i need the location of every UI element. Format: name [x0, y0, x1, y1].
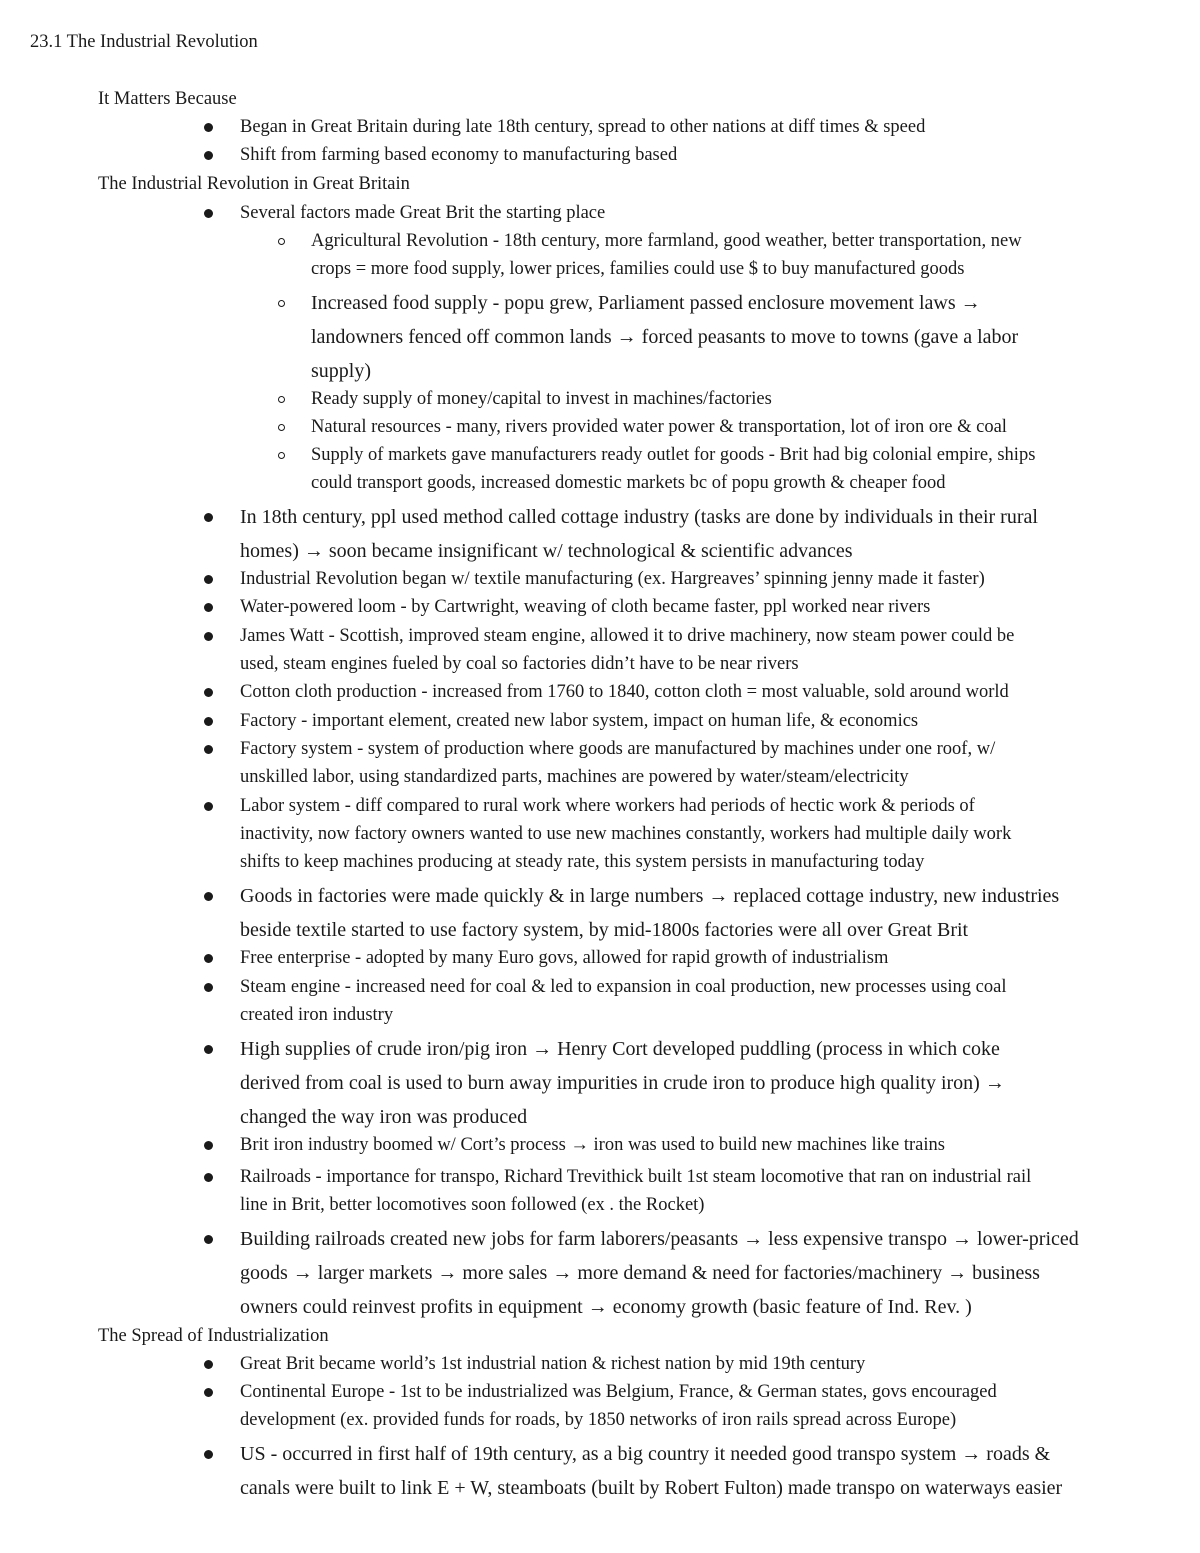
list-item-line: derived from coal is used to burn away impurities in crude iron to produce high quality iron) → — [240, 1072, 1005, 1094]
list-item-line: landowners fenced off common lands → forced peasants to move to towns (gave a labor — [311, 326, 1019, 348]
bullet-circle-icon — [278, 452, 285, 459]
section-heading: It Matters Because — [98, 89, 237, 109]
list-item-line: Began in Great Britain during late 18th century, spread to other nations at diff times & speed — [240, 117, 926, 137]
bullet-disc-icon — [204, 513, 213, 522]
list-item-line: Several factors made Great Brit the starting place — [240, 203, 606, 223]
list-item-line: used, steam engines fueled by coal so factories didn’t have to be near rivers — [240, 654, 799, 674]
list-item-line: canals were built to link E + W, steamboats (built by Robert Fulton) made transpo on waterways easier — [240, 1477, 1063, 1499]
bullet-disc-icon — [204, 1235, 213, 1244]
list-item-line: goods → larger markets → more sales → more demand & need for factories/machinery → business — [240, 1262, 1040, 1284]
bullet-disc-icon — [204, 575, 213, 584]
list-item-line: unskilled labor, using standardized parts, machines are powered by water/steam/electricity — [240, 767, 909, 787]
list-item-line: US - occurred in first half of 19th century, as a big country it needed good transpo system → roads & — [240, 1443, 1051, 1465]
list-item-line: In 18th century, ppl used method called cottage industry (tasks are done by individuals in their rural — [240, 506, 1038, 528]
list-item-line: Brit iron industry boomed w/ Cort’s process → iron was used to build new machines like trains — [240, 1135, 945, 1155]
list-item-line: Building railroads created new jobs for farm laborers/peasants → less expensive transpo → lower-priced — [240, 1228, 1079, 1250]
list-item-line: Steam engine - increased need for coal & led to expansion in coal production, new processes using coal — [240, 977, 1007, 997]
list-item-line: Increased food supply - popu grew, Parliament passed enclosure movement laws → — [311, 292, 981, 314]
bullet-disc-icon — [204, 209, 213, 218]
list-item-line: Great Brit became world’s 1st industrial nation & richest nation by mid 19th century — [240, 1354, 866, 1374]
list-item-line: Factory - important element, created new labor system, impact on human life, & economics — [240, 711, 919, 731]
bullet-disc-icon — [204, 954, 213, 963]
list-item-line: shifts to keep machines producing at steady rate, this system persists in manufacturing today — [240, 852, 925, 872]
list-item-line: Supply of markets gave manufacturers ready outlet for goods - Brit had big colonial empire, ships — [311, 445, 1036, 465]
bullet-disc-icon — [204, 1450, 213, 1459]
bullet-disc-icon — [204, 1045, 213, 1054]
bullet-disc-icon — [204, 688, 213, 697]
list-item-line: Continental Europe - 1st to be industrialized was Belgium, France, & German states, govs encouraged — [240, 1382, 997, 1402]
bullet-disc-icon — [204, 123, 213, 132]
list-item-line: could transport goods, increased domestic markets bc of popu growth & cheaper food — [311, 473, 946, 493]
list-item-line: Water-powered loom - by Cartwright, weaving of cloth became faster, ppl worked near rivers — [240, 597, 931, 617]
list-item-line: Railroads - importance for transpo, Richard Trevithick built 1st steam locomotive that ran on industrial rail — [240, 1167, 1032, 1187]
bullet-circle-icon — [278, 396, 285, 403]
bullet-disc-icon — [204, 632, 213, 641]
list-item-line: Ready supply of money/capital to invest in machines/factories — [311, 389, 772, 409]
list-item-line: inactivity, now factory owners wanted to use new machines constantly, workers had multiple daily work — [240, 824, 1012, 844]
section-heading: The Industrial Revolution in Great Britain — [98, 174, 410, 194]
list-item-line: Natural resources - many, rivers provided water power & transportation, lot of iron ore & coal — [311, 417, 1007, 437]
list-item-line: beside textile started to use factory system, by mid-1800s factories were all over Great Brit — [240, 919, 969, 941]
bullet-disc-icon — [204, 983, 213, 992]
list-item-line: line in Brit, better locomotives soon followed (ex . the Rocket) — [240, 1195, 705, 1215]
list-item-line: Factory system - system of production where goods are manufactured by machines under one roof, w/ — [240, 739, 996, 759]
list-item-line: Goods in factories were made quickly & in large numbers → replaced cottage industry, new industries — [240, 885, 1060, 907]
list-item-line: changed the way iron was produced — [240, 1106, 528, 1128]
list-item-line: owners could reinvest profits in equipment → economy growth (basic feature of Ind. Rev. ) — [240, 1296, 972, 1318]
bullet-disc-icon — [204, 745, 213, 754]
section-heading: The Spread of Industrialization — [98, 1326, 329, 1346]
bullet-disc-icon — [204, 1360, 213, 1369]
list-item-line: supply) — [311, 360, 371, 382]
list-item-line: Shift from farming based economy to manufacturing based — [240, 145, 678, 165]
bullet-disc-icon — [204, 1141, 213, 1150]
bullet-disc-icon — [204, 892, 213, 901]
bullet-disc-icon — [204, 802, 213, 811]
list-item-line: James Watt - Scottish, improved steam engine, allowed it to drive machinery, now steam power could be — [240, 626, 1015, 646]
list-item-line: Labor system - diff compared to rural work where workers had periods of hectic work & periods of — [240, 796, 975, 816]
bullet-disc-icon — [204, 1173, 213, 1182]
list-item-line: Agricultural Revolution - 18th century, more farmland, good weather, better transportation, new — [311, 231, 1022, 251]
list-item-line: Industrial Revolution began w/ textile manufacturing (ex. Hargreaves’ spinning jenny made it faster) — [240, 569, 985, 589]
list-item-line: development (ex. provided funds for roads, by 1850 networks of iron rails spread across Europe) — [240, 1410, 957, 1430]
list-item-line: Cotton cloth production - increased from 1760 to 1840, cotton cloth = most valuable, sold around world — [240, 682, 1009, 702]
bullet-disc-icon — [204, 717, 213, 726]
list-item-line: Free enterprise - adopted by many Euro govs, allowed for rapid growth of industrialism — [240, 948, 889, 968]
list-item-line: High supplies of crude iron/pig iron → Henry Cort developed puddling (process in which coke — [240, 1038, 1000, 1060]
bullet-circle-icon — [278, 300, 285, 307]
bullet-disc-icon — [204, 151, 213, 160]
list-item-line: crops = more food supply, lower prices, families could use $ to buy manufactured goods — [311, 259, 965, 279]
bullet-disc-icon — [204, 603, 213, 612]
list-item-line: created iron industry — [240, 1005, 394, 1025]
page-title: 23.1 The Industrial Revolution — [30, 32, 258, 52]
bullet-disc-icon — [204, 1388, 213, 1397]
bullet-circle-icon — [278, 424, 285, 431]
list-item-line: homes) → soon became insignificant w/ technological & scientific advances — [240, 540, 853, 562]
bullet-circle-icon — [278, 238, 285, 245]
